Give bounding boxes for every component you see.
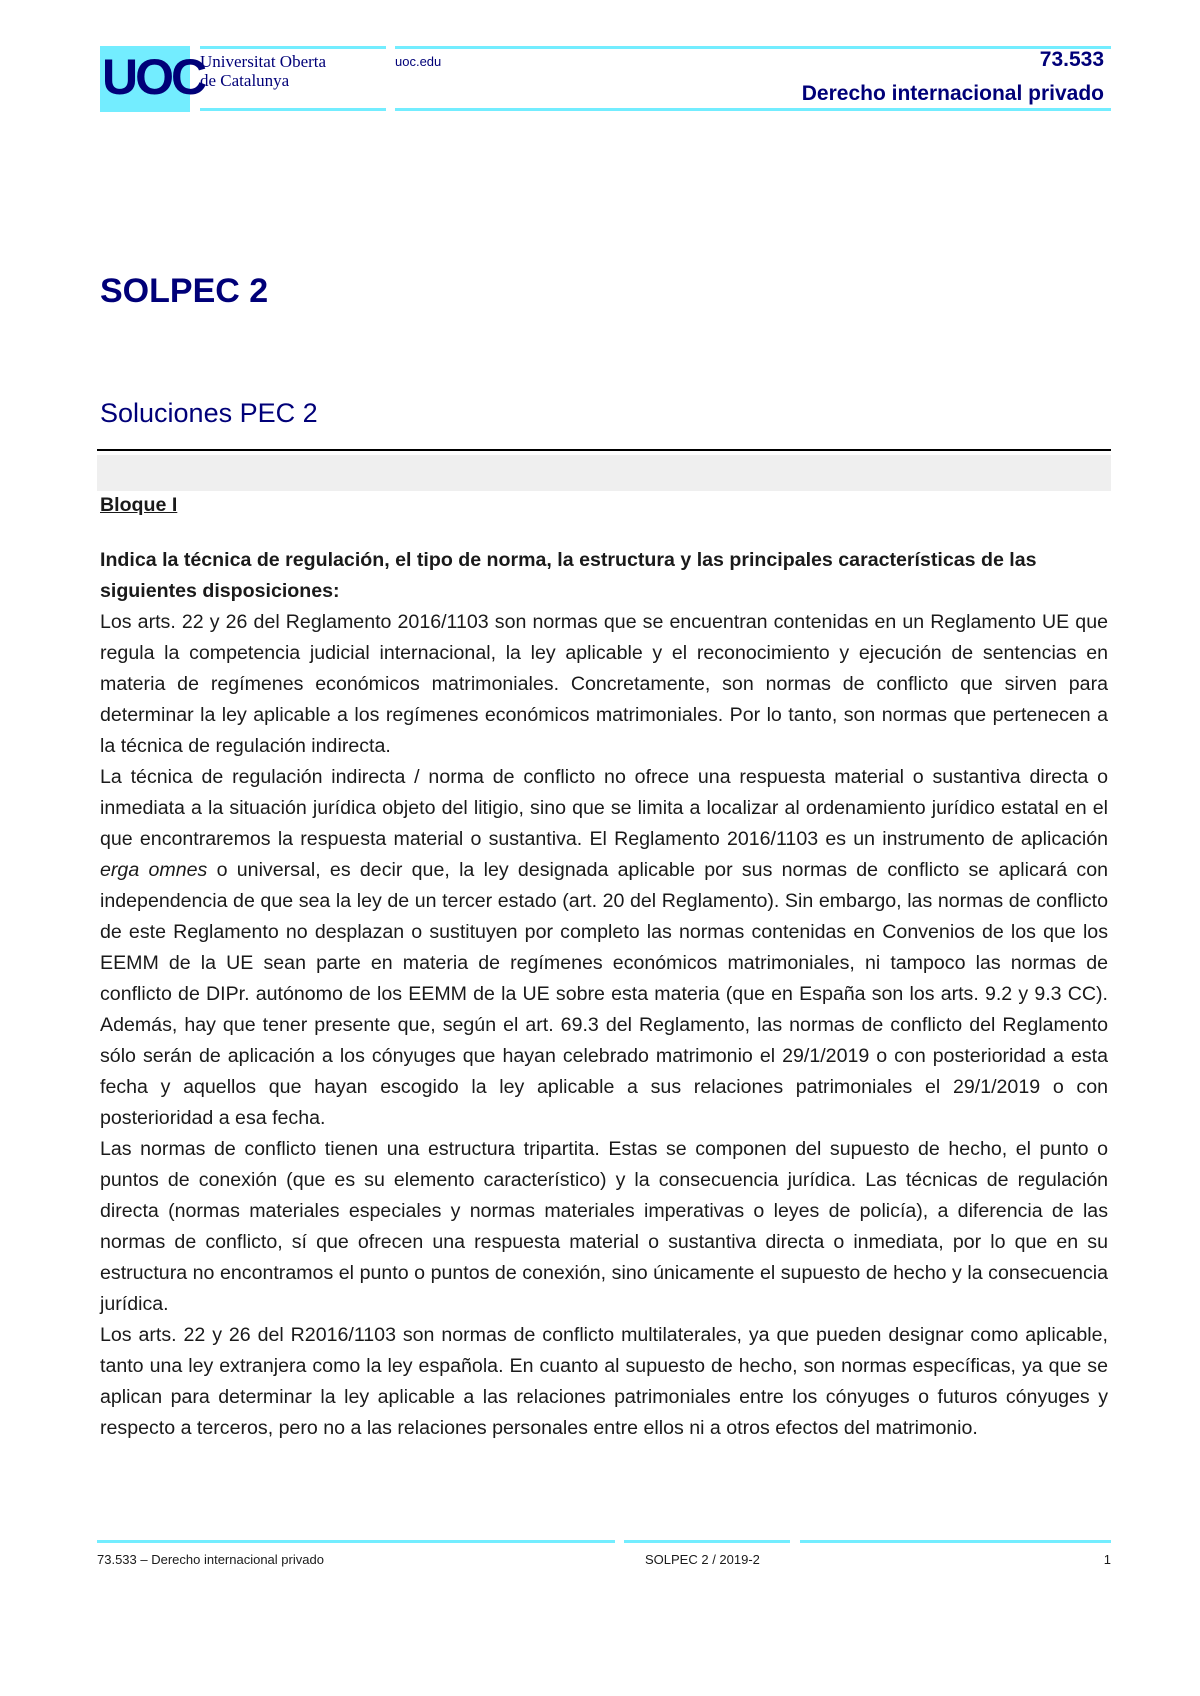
paragraph-4: Los arts. 22 y 26 del R2016/1103 son normas de conflicto multilaterales, ya que pueden designar como aplicable, tanto una ley extranjera como la ley española. En cuanto al supuesto de hecho, son normas específicas, ya que se aplican para determinar la ley aplicable a las relaciones patrimoniales entre los cónyuges o futuros cónyuges y respecto a terceros, pero no a las relaciones personales entre ellos ni a otros efectos del matrimonio.: [100, 1324, 1108, 1439]
footer-rule-center: [624, 1540, 790, 1543]
university-name-line2: de Catalunya: [200, 71, 290, 90]
document-body: [100, 490, 1108, 1444]
document-subtitle: Soluciones PEC 2: [100, 398, 318, 428]
block-heading: Bloque I: [100, 494, 178, 516]
paragraph-1: Los arts. 22 y 26 del Reglamento 2016/1103 son normas que se encuentran contenidas en un Reglamento UE que regula la competencia judicial internacional, la ley aplicable y el reconocimiento y ejecución de sentencias en materia de regímenes económicos matrimoniales. Concretamente, son normas de conflicto que sirven para determinar la ley aplicable a los regímenes económicos matrimoniales. Por lo tanto, son normas que pertenecen a la técnica de regulación indirecta.: [100, 611, 1108, 757]
spacer: [100, 521, 1108, 545]
paragraph-2-italic: erga omnes: [100, 859, 208, 881]
university-name-line1: Universitat Oberta: [200, 52, 327, 71]
paragraph-2: [100, 762, 1108, 1134]
uoc-logo: [100, 46, 205, 112]
header-rule-bottom-left: [200, 108, 386, 111]
footer-rule-left: [97, 1540, 615, 1543]
header-rule-bottom-right: [395, 108, 1111, 111]
section-band: [97, 455, 1111, 491]
university-name: [200, 52, 326, 90]
document-title: SOLPEC 2: [100, 272, 269, 310]
title-divider: [97, 449, 1111, 451]
header-rule-top-right: [395, 46, 1111, 49]
question-text: Indica la técnica de regulación, el tipo de norma, la estructura y las principales características de las siguientes disposiciones:: [100, 549, 1037, 602]
course-name: Derecho internacional privado: [801, 82, 1104, 105]
paragraph-3: Las normas de conflicto tienen una estructura tripartita. Estas se componen del supuesto de hecho, el punto o puntos de conexión (que es su elemento característico) y la consecuencia jurídica. Las técnicas de regulación directa (normas materiales especiales y normas materiales imperativas o leyes de policía), a diferencia de las normas de conflicto, sí que ofrecen una respuesta material o sustantiva directa o inmediata, por lo que en su estructura no encontramos el punto o puntos de conexión, sino únicamente el supuesto de hecho y la consecuencia jurídica.: [100, 1138, 1108, 1315]
website-link[interactable]: uoc.edu: [395, 54, 442, 69]
footer-document-id: SOLPEC 2 / 2019-2: [645, 1552, 760, 1567]
header-rule-top-left: [200, 46, 386, 49]
course-code: 73.533: [1039, 48, 1104, 71]
footer-course: 73.533 – Derecho internacional privado: [97, 1552, 324, 1567]
paragraph-2-part-2: o universal, es decir que, la ley designada aplicable por sus normas de conflicto se aplicará con independencia de que sea la ley de un tercer estado (art. 20 del Reglamento). Sin embargo, las normas de conflicto de este Reglamento no desplazan o sustituyen por completo las normas contenidas en Convenios de los que los EEMM de la UE sean parte en materia de regímenes económicos matrimoniales, ni tampoco las normas de conflicto de DIPr. autónomo de los EEMM de la UE sobre esta materia (que en España son los arts. 9.2 y 9.3 CC). Además, hay que tener presente que, según el art. 69.3 del Reglamento, las normas de conflicto del Reglamento sólo serán de aplicación a los cónyuges que hayan celebrado matrimonio el 29/1/2019 o con posterioridad a esta fecha y aquellos que hayan escogido la ley aplicable a sus relaciones patrimoniales el 29/1/2019 o con posterioridad a esa fecha.: [100, 859, 1108, 1129]
paragraph-2-part-1: La técnica de regulación indirecta / norma de conflicto no ofrece una respuesta material o sustantiva directa o inmediata a la situación jurídica objeto del litigio, sino que se limita a localizar al ordenamiento jurídico estatal en el que encontraremos la respuesta material o sustantiva. El Reglamento 2016/1103 es un instrumento de aplicación: [100, 766, 1108, 850]
logo-text: UOC: [102, 49, 205, 105]
footer-page-number: 1: [1103, 1552, 1111, 1567]
footer-rule-right: [800, 1540, 1111, 1543]
